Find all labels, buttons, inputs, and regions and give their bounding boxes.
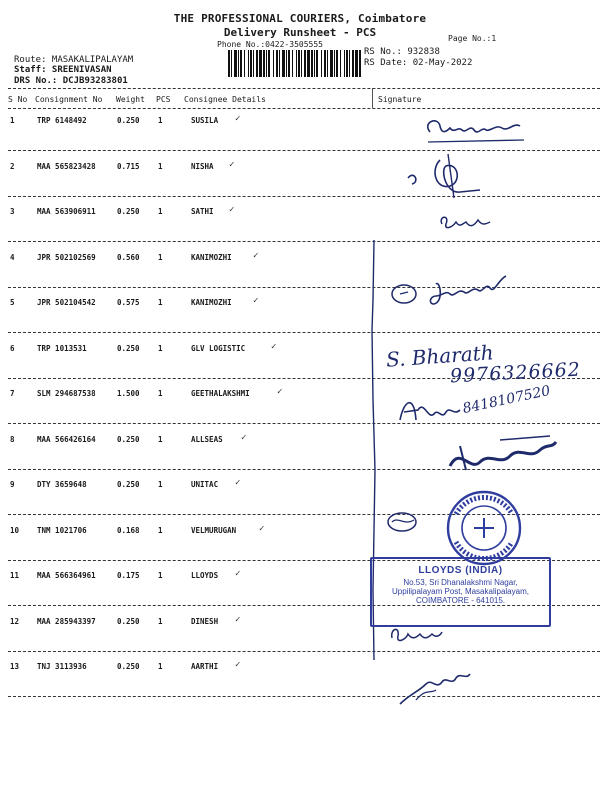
row-weight: 0.250: [117, 480, 140, 489]
signature-row-12: [386, 622, 446, 646]
company-stamp: [370, 557, 551, 627]
barcode-bar: [253, 50, 254, 77]
barcode-bar: [355, 50, 358, 77]
row-weight: 0.250: [117, 207, 140, 216]
col-header-consignee: Consignee Details: [184, 95, 266, 104]
barcode-bar: [344, 50, 345, 77]
row-consignment: SLM 294687538: [37, 389, 96, 398]
signature-row-6-phone: 9976326662: [449, 358, 582, 388]
signature-row-13: [396, 664, 476, 708]
stamp-name: LLOYDS (INDIA): [418, 565, 503, 576]
row-sno: 5: [10, 298, 15, 307]
row-consignment: JPR 502104542: [37, 298, 96, 307]
stamp-address-1: No.53, Sri Dhanalakshmi Nagar,: [403, 578, 518, 587]
barcode-bar: [330, 50, 333, 77]
barcode-bar: [298, 50, 300, 77]
row-consignee: VELMURUGAN: [191, 526, 237, 535]
divider: [8, 88, 600, 89]
row-consignment: MAA 565823428: [37, 162, 96, 171]
divider: [8, 108, 600, 109]
row-pcs: 1: [158, 116, 163, 125]
row-weight: 0.575: [117, 298, 140, 307]
table-row: [0, 662, 600, 706]
row-sno: 7: [10, 389, 15, 398]
row-consignee: NISHA: [191, 162, 214, 171]
row-sno: 4: [10, 253, 15, 262]
row-consignee: LLOYDS: [191, 571, 219, 580]
row-sno: 3: [10, 207, 15, 216]
barcode-bar: [266, 50, 267, 77]
row-divider: [8, 651, 600, 652]
row-sno: 11: [10, 571, 20, 580]
row-consignee: GLV LOGISTIC: [191, 344, 246, 353]
row-consignee: KANIMOZHI: [191, 298, 232, 307]
barcode-bar: [316, 50, 318, 77]
row-consignment: DTY 3659648: [37, 480, 87, 489]
row-consignee: AARTHI: [191, 662, 219, 671]
barcode-bar: [259, 50, 262, 77]
row-consignment: MAA 566426164: [37, 435, 96, 444]
row-pcs: 1: [158, 298, 163, 307]
signature-row-7: [394, 390, 464, 428]
row-consignment: TRP 6148492: [37, 116, 87, 125]
barcode-bar: [234, 50, 237, 77]
check-mark-icon: ✓: [229, 160, 235, 170]
row-pcs: 1: [158, 253, 163, 262]
barcode-bar: [248, 50, 249, 77]
barcode-bar: [244, 50, 245, 77]
barcode-bar: [296, 50, 297, 77]
drs-number: DRS No.: DCJB93283801: [14, 76, 128, 86]
check-mark-icon: ✓: [253, 296, 259, 306]
row-consignee: KANIMOZHI: [191, 253, 232, 262]
row-weight: 1.500: [117, 389, 140, 398]
rs-date: RS Date: 02-May-2022: [364, 58, 473, 68]
row-consignee: SATHI: [191, 207, 214, 216]
signature-row-3: [436, 206, 496, 236]
row-divider: [8, 696, 600, 697]
row-weight: 0.715: [117, 162, 140, 171]
barcode-bar: [238, 50, 239, 77]
row-weight: 0.560: [117, 253, 140, 262]
barcode-bar: [228, 50, 230, 77]
staff-label: Staff: SREENIVASAN: [14, 65, 112, 75]
signature-row-10: [384, 508, 424, 534]
barcode-bar: [334, 50, 335, 77]
company-seal-icon: [444, 488, 524, 568]
row-divider: [8, 332, 600, 333]
check-mark-icon: ✓: [277, 387, 283, 397]
barcode-bar: [327, 50, 328, 77]
row-pcs: 1: [158, 617, 163, 626]
check-mark-icon: ✓: [259, 524, 265, 534]
stamp-address-3: COIMBATORE - 641015.: [415, 596, 506, 605]
check-mark-icon: ✓: [241, 433, 247, 443]
row-consignee: DINESH: [191, 617, 219, 626]
check-mark-icon: ✓: [235, 615, 241, 625]
row-consignment: MAA 563906911: [37, 207, 96, 216]
row-weight: 0.250: [117, 662, 140, 671]
signature-row-4-5: [384, 266, 524, 310]
barcode-bar: [250, 50, 252, 77]
row-divider: [8, 150, 600, 151]
barcode-bar: [340, 50, 341, 77]
row-pcs: 1: [158, 389, 163, 398]
page-number: Page No.:1: [448, 34, 497, 43]
barcode-bar: [282, 50, 285, 77]
row-sno: 8: [10, 435, 15, 444]
table-row: [0, 207, 600, 251]
barcode-bar: [276, 50, 278, 77]
row-weight: 0.168: [117, 526, 140, 535]
col-header-pcs: PCS: [156, 95, 171, 104]
row-weight: 0.250: [117, 617, 140, 626]
row-divider: [8, 241, 600, 242]
row-consignee: SUSILA: [191, 116, 219, 125]
row-sno: 6: [10, 344, 15, 353]
check-mark-icon: ✓: [229, 205, 235, 215]
col-header-sno: S No: [8, 95, 28, 104]
row-pcs: 1: [158, 435, 163, 444]
row-consignee: ALLSEAS: [191, 435, 223, 444]
row-consignment: TNJ 3113936: [37, 662, 87, 671]
row-consignment: TNM 1021706: [37, 526, 87, 535]
row-weight: 0.250: [117, 435, 140, 444]
route-label: Route: MASAKALIPALAYAM: [14, 55, 134, 65]
table-row: [0, 162, 600, 206]
signature-row-1: [420, 112, 530, 146]
barcode-bar: [256, 50, 258, 77]
barcode-bar: [311, 50, 313, 77]
check-mark-icon: ✓: [235, 114, 241, 124]
row-consignee: UNITAC: [191, 480, 219, 489]
check-mark-icon: ✓: [235, 660, 241, 670]
row-sno: 1: [10, 116, 15, 125]
signature-row-7-phone: 8418107520: [461, 382, 552, 418]
row-consignment: JPR 502102569: [37, 253, 96, 262]
barcode-bar: [359, 50, 361, 77]
check-mark-icon: ✓: [235, 569, 241, 579]
barcode-bar: [307, 50, 310, 77]
barcode-bar: [263, 50, 265, 77]
row-pcs: 1: [158, 207, 163, 216]
barcode-bar: [346, 50, 348, 77]
runsheet-subtitle: Delivery Runsheet - PCS: [223, 26, 377, 39]
barcode-bar: [336, 50, 338, 77]
check-mark-icon: ✓: [271, 342, 277, 352]
column-divider: [372, 88, 373, 108]
barcode-bar: [231, 50, 232, 77]
col-header-signature: Signature: [378, 95, 422, 104]
col-header-weight: Weight: [116, 95, 145, 104]
stamp-address-2: Uppilipalayam Post, Masakalipalayam,: [392, 587, 529, 596]
row-weight: 0.250: [117, 344, 140, 353]
row-divider: [8, 423, 600, 424]
row-weight: 0.250: [117, 116, 140, 125]
row-pcs: 1: [158, 662, 163, 671]
barcode-bar: [349, 50, 350, 77]
row-pcs: 1: [158, 480, 163, 489]
row-consignee: GEETHALAKSHMI: [191, 389, 250, 398]
row-divider: [8, 196, 600, 197]
row-sno: 13: [10, 662, 20, 671]
barcode-bar: [240, 50, 242, 77]
row-pcs: 1: [158, 526, 163, 535]
check-mark-icon: ✓: [253, 251, 259, 261]
row-pcs: 1: [158, 571, 163, 580]
row-consignment: MAA 566364961: [37, 571, 96, 580]
signature-row-2: [400, 150, 500, 202]
barcode-bar: [352, 50, 354, 77]
row-weight: 0.175: [117, 571, 140, 580]
barcode-bar: [301, 50, 302, 77]
barcode-bar: [288, 50, 290, 77]
col-header-consignment: Consignment No: [35, 95, 103, 104]
row-pcs: 1: [158, 344, 163, 353]
barcode-icon: [228, 50, 362, 77]
phone-number: Phone No.:0422-3505555: [217, 40, 323, 49]
barcode-bar: [304, 50, 306, 77]
rs-number: RS No.: 932838: [364, 47, 440, 57]
row-pcs: 1: [158, 162, 163, 171]
barcode-bar: [279, 50, 280, 77]
row-sno: 9: [10, 480, 15, 489]
barcode-bar: [268, 50, 270, 77]
barcode-bar: [324, 50, 326, 77]
barcode-bar: [273, 50, 274, 77]
row-consignment: TRP 1013531: [37, 344, 87, 353]
barcode-bar: [314, 50, 315, 77]
company-title: THE PROFESSIONAL COURIERS, Coimbatore: [173, 12, 427, 25]
row-sno: 12: [10, 617, 20, 626]
barcode-bar: [286, 50, 287, 77]
row-sno: 2: [10, 162, 15, 171]
row-sno: 10: [10, 526, 20, 535]
signature-row-6-name: S. Bharath: [385, 340, 495, 372]
barcode-bar: [292, 50, 293, 77]
row-consignment: MAA 285943397: [37, 617, 96, 626]
signature-row-8: [440, 426, 560, 476]
check-mark-icon: ✓: [235, 478, 241, 488]
barcode-bar: [321, 50, 322, 77]
